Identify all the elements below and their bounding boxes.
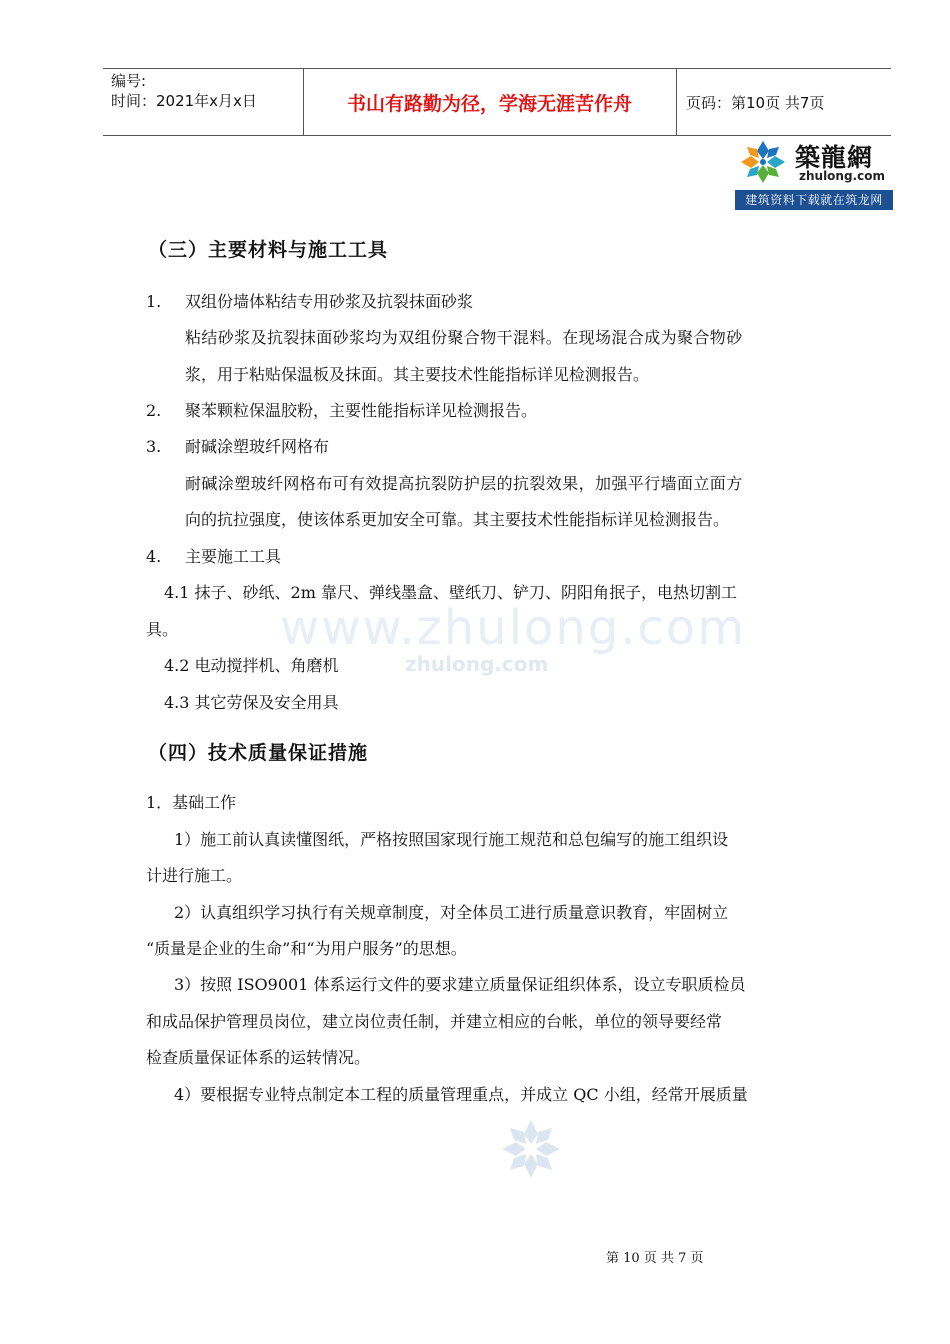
paragraph-line: 计进行施工。	[146, 866, 243, 885]
paragraph-line: 浆，用于粘贴保温板及抹面。其主要技术性能指标详见检测报告。	[185, 365, 650, 384]
zhulong-logo	[735, 136, 893, 210]
section-heading: （三）主要材料与施工工具	[148, 239, 389, 261]
time-label: 时间：2021年x月x日	[111, 92, 257, 110]
watermark: www.zhulong.com	[280, 600, 747, 656]
watermark: zhulong.com	[405, 652, 549, 676]
list-item: 耐碱涂塑玻纤网格布	[185, 437, 330, 456]
number-label: 编号:	[111, 72, 147, 90]
paragraph-line: 粘结砂浆及抗裂抹面砂浆均为双组份聚合物干混料。在现场混合成为聚合物砂	[185, 328, 743, 347]
header-meta	[111, 71, 257, 111]
sub-item: 具。	[146, 620, 179, 639]
list-item: 1．基础工作	[146, 793, 237, 812]
logo-name: 築龍網	[795, 143, 874, 172]
sub-item: 4.1 抹子、砂纸、2m 靠尺、弹线墨盒、壁纸刀、铲刀、阴阳角抿子，电热切割工	[164, 583, 737, 602]
sub-item: 4.3 其它劳保及安全用具	[164, 693, 339, 712]
paragraph-line: 耐碱涂塑玻纤网格布可有效提高抗裂防护层的抗裂效果，加强平行墙面立面方	[185, 474, 743, 493]
page-header	[103, 68, 891, 136]
header-motto: 书山有路勤为径，学海无涯苦作舟	[346, 93, 632, 115]
logo-slogan: 建筑资料下载就在筑龙网	[735, 190, 893, 210]
paragraph-line: 4）要根据专业特点制定本工程的质量管理重点，并成立 QC 小组，经常开展质量	[174, 1085, 748, 1104]
header-divider	[676, 69, 677, 135]
list-number: 3.	[146, 437, 162, 456]
snowflake-logo-icon	[737, 139, 789, 185]
page-footer: 第 10 页 共 7 页	[606, 1251, 704, 1266]
watermark-logo-icon	[500, 1118, 562, 1180]
section-heading: （四）技术质量保证措施	[148, 742, 369, 764]
list-number: 4.	[146, 547, 162, 566]
sub-item: 4.2 电动搅拌机、角磨机	[164, 656, 339, 675]
list-item: 聚苯颗粒保温胶粉，主要性能指标详见检测报告。	[185, 401, 538, 420]
list-item: 双组份墙体粘结专用砂浆及抗裂抹面砂浆	[185, 292, 474, 311]
paragraph-line: 2）认真组织学习执行有关规章制度，对全体员工进行质量意识教育，牢固树立	[174, 903, 729, 922]
header-page-info: 页码：第10页 共7页	[686, 94, 825, 112]
paragraph-line: 检查质量保证体系的运转情况。	[146, 1048, 371, 1067]
paragraph-line: 和成品保护管理员岗位，建立岗位责任制，并建立相应的台帐，单位的领导要经常	[146, 1012, 723, 1031]
paragraph-line: 1）施工前认真读懂图纸，严格按照国家现行施工规范和总包编写的施工组织设	[174, 830, 729, 849]
paragraph-line: 向的抗拉强度，使该体系更加安全可靠。其主要技术性能指标详见检测报告。	[185, 510, 730, 529]
list-number: 1.	[146, 292, 162, 311]
paragraph-line: “质量是企业的生命”和“为用户服务”的思想。	[146, 939, 467, 958]
list-item: 主要施工工具	[185, 547, 282, 566]
list-number: 2.	[146, 401, 162, 420]
logo-domain: zhulong.com	[799, 169, 885, 183]
paragraph-line: 3）按照 ISO9001 体系运行文件的要求建立质量保证组织体系，设立专职质检员	[174, 975, 746, 994]
